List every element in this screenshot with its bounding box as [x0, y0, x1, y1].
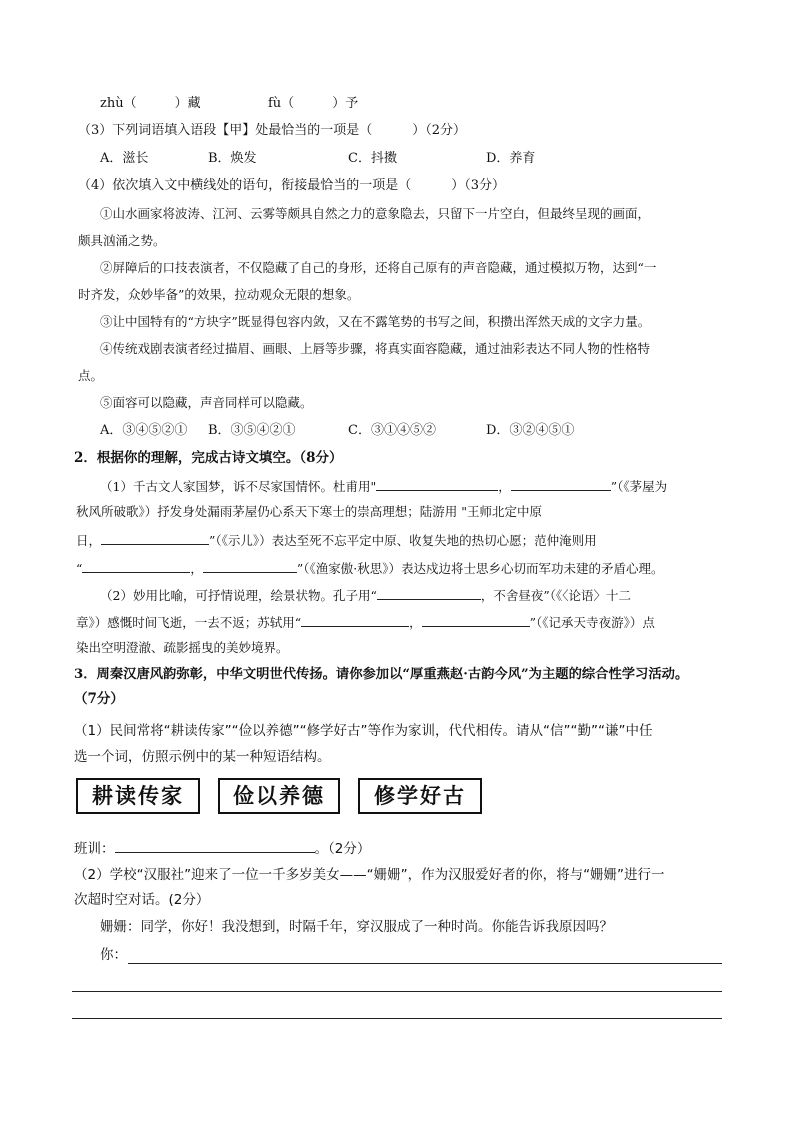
s2-p2-l2-comma: ， — [409, 615, 422, 630]
q4-sentence-1-line-2: 颇具汹涌之势。 — [78, 233, 166, 248]
pinyin-a: zhù（ — [100, 96, 137, 111]
section-3-heading-line-1: 3．周秦汉唐风韵弥彰，中华文明世代传扬。请你参加以“厚重燕赵·古韵今风”为主题的综合性学习活动。 — [74, 667, 689, 682]
s2-p2-line-3: 染出空明澄澈、疏影摇曳的美妙境界。 — [76, 640, 289, 655]
pinyin-b-close: ）予 — [332, 96, 359, 111]
pinyin-b: fù（ — [268, 96, 295, 111]
q4-sentence-4-line-1: ④传统戏剧表演者经过描眉、画眼、上唇等步骤，将真实面容隐藏，通过油彩表达不同人物的性格特 — [100, 341, 651, 356]
q3-option-b: B．焕发 — [208, 151, 257, 166]
q4-sentence-2-line-1: ②屏障后的口技表演者，不仅隐藏了自己的身形，还将自己原有的声音隐藏，通过模拟万物，达到“一 — [100, 260, 657, 275]
s2-p2-line-2 — [76, 612, 655, 632]
blank-4[interactable] — [82, 558, 190, 573]
class-motto-blank[interactable] — [115, 838, 315, 853]
q4-option-b: B．③⑤④②① — [208, 423, 296, 438]
pinyin-a-close: ）藏 — [174, 96, 201, 111]
s2-p1-l1-text-c: ”（《茅屋为 — [610, 479, 668, 494]
s2-p1-line-1 — [100, 476, 667, 496]
class-motto-score: 。（2分） — [314, 841, 371, 857]
q4-stem-text: （4）依次填入文中横线处的语句，衔接最恰当的一项是（ — [78, 178, 412, 193]
s2-p2-l1-text-b: ，不舍昼夜”（《〈论语〉十二 — [480, 588, 632, 603]
s3-answer-line — [74, 838, 370, 858]
blank-1[interactable] — [376, 476, 498, 491]
s2-p1-line-4 — [76, 558, 664, 578]
s2-p1-l1-comma: ， — [498, 479, 511, 494]
s3-q2-line-2: 次超时空对话。(2分） — [74, 892, 210, 908]
blank-7[interactable] — [301, 612, 409, 627]
s2-p1-l1-text-a: （1）千古文人家国梦，诉不尽家国情怀。杜甫用" — [100, 479, 377, 494]
q4-sentence-3: ③让中国特有的“方块字”既显得包容内敛，又在不露笔势的书写之间，积攒出浑然天成的文字力量。 — [100, 314, 651, 329]
s3-q1-line-2: 选一个词，仿照示例中的某一种短语结构。 — [74, 749, 331, 765]
section-3-heading-line-2: （7分） — [74, 691, 124, 707]
s3-dialog: 姗姗：同学，你好！我没想到，时隔千年，穿汉服成了一种时尚。你能告诉我原因吗？ — [100, 919, 613, 935]
q3-option-a: A．滋长 — [100, 151, 149, 166]
pinyin-row — [100, 95, 201, 113]
q3-option-d: D．养育 — [486, 151, 536, 166]
q3-stem — [78, 122, 466, 140]
s2-p2-line-1 — [100, 585, 631, 605]
s3-q1-line-1: （1）民间常将“耕读传家”“俭以养德”“修学好古”等作为家训，代代相传。请从“信”“勤”“谦”中任 — [74, 723, 653, 739]
q3-option-c: C．抖擞 — [348, 151, 397, 166]
s2-p2-l2-text: 章》）感慨时间飞逝，一去不返；苏轼用“ — [76, 615, 302, 630]
s2-p2-l1-text-a: （2）妙用比喻，可抒情说理，绘景状物。孔子用“ — [100, 588, 377, 603]
blank-6[interactable] — [377, 585, 481, 600]
s3-q2-line-1: （2）学校“汉服社”迎来了一位一千多岁美女——“姗姗”，作为汉服爱好者的你，将与“姗姗”进行一 — [74, 867, 665, 883]
s2-p1-line-3 — [76, 530, 597, 550]
q4-option-c: C．③①④⑤② — [348, 423, 436, 438]
motto-box-2: 俭以养德 — [218, 778, 340, 814]
q4-option-a: A．③④⑤②① — [100, 423, 188, 438]
q4-sentence-5: ⑤面容可以隐藏，声音同样可以隐藏。 — [100, 395, 313, 410]
answer-line-2[interactable] — [72, 991, 722, 992]
s3-you-label: 你： — [100, 947, 127, 963]
s2-p1-l3-text-a: 日， — [76, 533, 102, 548]
pinyin-row-b — [268, 95, 358, 113]
q4-option-d: D．③②④⑤① — [486, 423, 575, 438]
s2-p1-l4-comma: ， — [190, 561, 203, 576]
class-motto-label: 班训： — [74, 841, 115, 857]
answer-line-1[interactable] — [128, 963, 722, 964]
q4-sentence-1-line-1: ①山水画家将波涛、江河、云雾等颇具自然之力的意象隐去，只留下一片空白，但最终呈现的画面， — [100, 206, 651, 221]
s2-p1-line-2: 秋风所破歌》）抒发身处漏雨茅屋仍心系天下寒士的崇高理想；陆游用 "王师北定中原 — [76, 504, 542, 519]
q4-sentence-4-line-2: 点。 — [78, 368, 104, 383]
s2-p2-l2-text-c: ”（《记承天寺夜游》）点 — [529, 615, 655, 630]
section-2-heading: 2．根据你的理解，完成古诗文填空。（8分） — [74, 450, 343, 466]
blank-3[interactable] — [101, 530, 209, 545]
motto-box-3: 修学好古 — [358, 778, 482, 814]
answer-line-3[interactable] — [72, 1018, 722, 1019]
motto-box-1: 耕读传家 — [76, 778, 200, 814]
s2-p1-l4-text-c: ”（《渔家傲·秋思》）表达戍边将士思乡心切而军功未建的矛盾心理。 — [296, 561, 664, 576]
q4-sentence-2-line-2: 时齐发，众妙毕备”的效果，拉动观众无限的想象。 — [78, 287, 360, 302]
q4-stem — [78, 177, 505, 195]
q4-score: ）（3分） — [451, 178, 506, 193]
blank-8[interactable] — [422, 612, 530, 627]
q3-score: ）（2分） — [412, 123, 467, 138]
blank-5[interactable] — [203, 558, 297, 573]
blank-2[interactable] — [511, 476, 611, 491]
s2-p1-l3-text-b: ”（《示儿》）表达至死不忘平定中原、收复失地的热切心愿；范仲淹则用 — [209, 533, 597, 548]
q3-stem-text: （3）下列词语填入语段【甲】处最恰当的一项是（ — [78, 123, 373, 138]
s2-p1-l4-quote: “ — [76, 561, 83, 576]
